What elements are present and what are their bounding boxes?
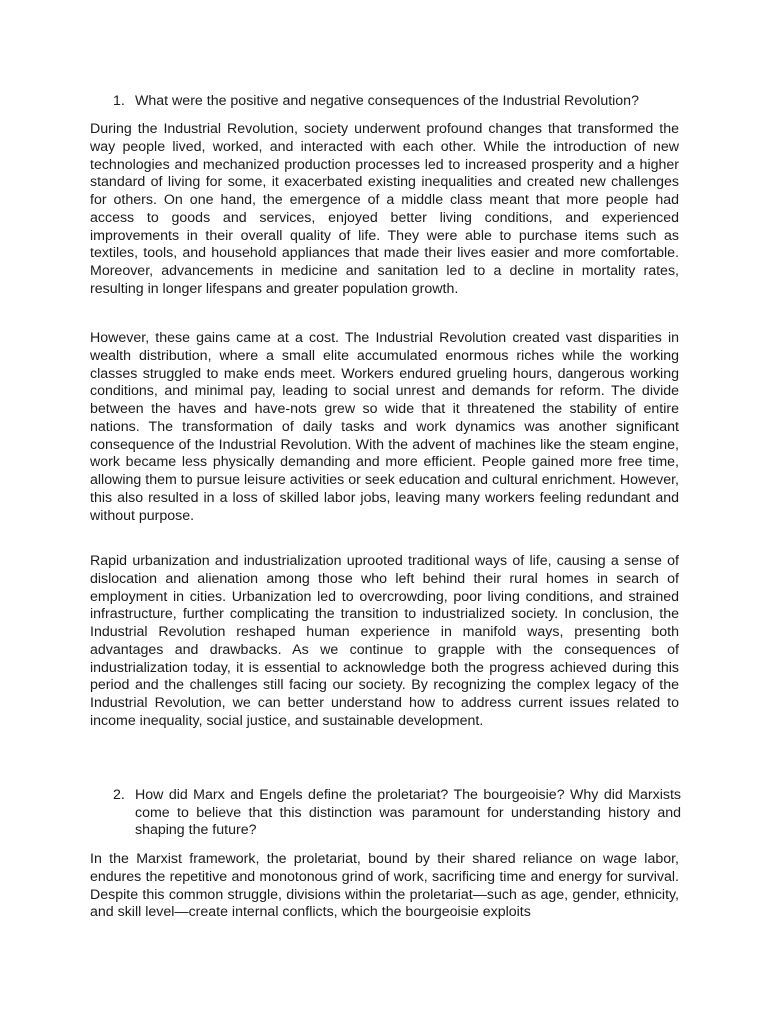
question-1 [113, 93, 681, 111]
question-2-number: 2. [113, 787, 125, 803]
question-2-text: How did Marx and Engels define the proletariat? The bourgeoisie? Why did Marxists come to believe that this distinction was paramount for understanding history and shaping the future? [135, 787, 681, 839]
answer-1-paragraph-3: Rapid urbanization and industrialization uprooted traditional ways of life, causing a sense of dislocation and alienation among those who left behind their rural homes in search of employment in cities. Urbanization led to overcrowding, poor living conditions, and strained infrastructure, further complicating the transition to industrialized society. In conclusion, the Industrial Revolution reshaped human experience in manifold ways, presenting both advantages and drawbacks. As we continue to grapple with the consequences of industrialization today, it is essential to acknowledge both the progress achieved during this period and the challenges still facing our society. By recognizing the complex legacy of the Industrial Revolution, we can better understand how to address current issues related to income inequality, social justice, and sustainable development. [90, 553, 679, 729]
answer-2-paragraph-1: In the Marxist framework, the proletariat, bound by their shared reliance on wage labor, endures the repetitive and monotonous grind of work, sacrificing time and energy for survival. Despite this common struggle, divisions within the proletariat—such as age, gender, ethnicity, and skill level—create internal conflicts, which the bourgeoisie exploits [90, 851, 679, 921]
question-2 [113, 787, 681, 840]
question-1-text: What were the positive and negative consequences of the Industrial Revolution? [135, 93, 639, 109]
question-1-number: 1. [113, 93, 125, 109]
answer-1-paragraph-2: However, these gains came at a cost. The Industrial Revolution created vast disparities in wealth distribution, where a small elite accumulated enormous riches while the working classes struggled to make ends meet. Workers endured grueling hours, dangerous working conditions, and minimal pay, leading to social unrest and demands for reform. The divide between the haves and have-nots grew so wide that it threatened the stability of entire nations. The transformation of daily tasks and work dynamics was another significant consequence of the Industrial Revolution. With the advent of machines like the steam engine, work became less physically demanding and more efficient. People gained more free time, allowing them to pursue leisure activities or seek education and cultural enrichment. However, this also resulted in a loss of skilled labor jobs, leaving many workers feeling redundant and without purpose. [90, 330, 679, 524]
answer-1-paragraph-1: During the Industrial Revolution, society underwent profound changes that transformed the way people lived, worked, and interacted with each other. While the introduction of new technologies and mechanized production processes led to increased prosperity and a higher standard of living for some, it exacerbated existing inequalities and created new challenges for others. On one hand, the emergence of a middle class meant that more people had access to goods and services, enjoyed better living conditions, and experienced improvements in their overall quality of life. They were able to purchase items such as textiles, tools, and household appliances that made their lives easier and more comfortable. Moreover, advancements in medicine and sanitation led to a decline in mortality rates, resulting in longer lifespans and greater population growth. [90, 121, 679, 297]
